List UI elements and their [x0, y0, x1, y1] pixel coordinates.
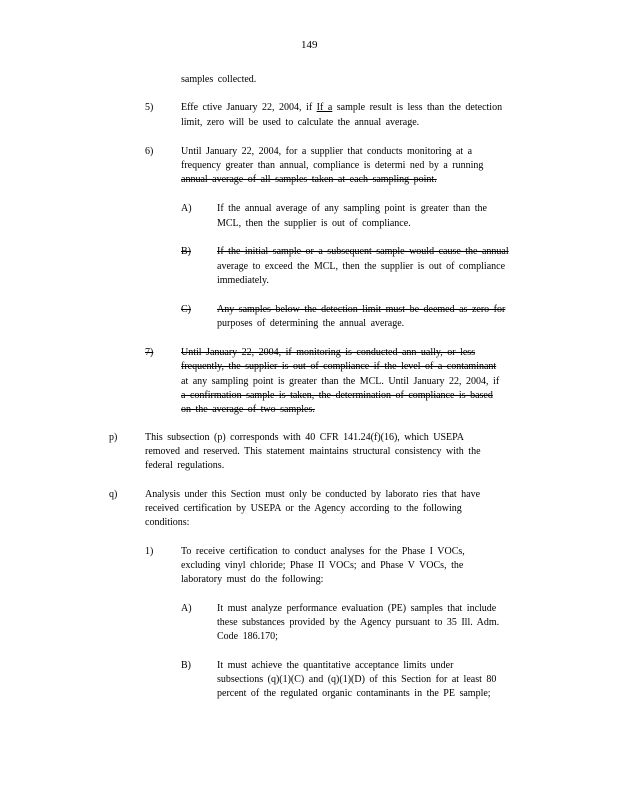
- text-line: purposes of determining the annual average.: [217, 318, 405, 329]
- text-line: federal regulations.: [145, 460, 225, 471]
- item-label-c: C): [181, 304, 191, 315]
- text-line: MCL, then the supplier is out of compliance.: [217, 218, 411, 229]
- struck-text-line: frequently, the supplier is out of compliance if the level of a contaminant: [181, 361, 497, 372]
- item-label-q: q): [109, 489, 118, 500]
- item-label-a: A): [181, 603, 192, 614]
- text-line: percent of the regulated organic contaminants in the PE sample;: [217, 688, 491, 699]
- item-label-5: 5): [145, 102, 154, 113]
- text-line: Until January 22, 2004, for a supplier that conducts monitoring at a: [181, 146, 473, 157]
- text-line: limit, zero will be used to calculate the annual average.: [181, 117, 420, 128]
- text-line: samples collected.: [181, 74, 257, 85]
- item-label-6: 6): [145, 146, 154, 157]
- text-line: It must achieve the quantitative acceptance limits under: [217, 660, 454, 671]
- text-line: Effe ctive January 22, 2004, if If a sample result is less than the detection: [181, 102, 503, 113]
- text-line: immediately.: [217, 275, 269, 286]
- item-label-b: B): [181, 660, 191, 671]
- struck-text-line: a confirmation sample is taken, the determination of compliance is based: [181, 390, 493, 401]
- struck-text-line: on the average of two samples.: [181, 404, 315, 415]
- text-line: received certification by USEPA or the Agency according to the following: [145, 503, 462, 514]
- page-number: 149: [301, 39, 318, 51]
- text-line: conditions:: [145, 517, 190, 528]
- struck-text-line: annual average of all samples taken at each sampling point.: [181, 174, 437, 185]
- text-line: To receive certification to conduct analyses for the Phase I VOCs,: [181, 546, 465, 557]
- item-label-1: 1): [145, 546, 154, 557]
- text-line: frequency greater than annual, compliance is determi ned by a running: [181, 160, 484, 171]
- item-label-a: A): [181, 203, 192, 214]
- item-label-p: p): [109, 432, 118, 443]
- item-label-b: B): [181, 246, 191, 257]
- text-line: Code 186.170;: [217, 631, 278, 642]
- item-label-7: 7): [145, 347, 154, 358]
- text-line: excluding vinyl chloride; Phase II VOCs; and Phase V VOCs, the: [181, 560, 464, 571]
- text-line: It must analyze performance evaluation (PE) samples that include: [217, 603, 497, 614]
- text-line: removed and reserved. This statement maintains structural consistency with the: [145, 446, 481, 457]
- text-line: at any sampling point is greater than the MCL. Until January 22, 2004, if: [181, 376, 500, 387]
- text-line: Analysis under this Section must only be conducted by laborato ries that have: [145, 489, 481, 500]
- text-line: If the annual average of any sampling point is greater than the: [217, 203, 487, 214]
- text-line: subsections (q)(1)(C) and (q)(1)(D) of this Section for at least 80: [217, 674, 497, 685]
- struck-text-line: Any samples below the detection limit must be deemed as zero for: [217, 304, 506, 315]
- text-line: This subsection (p) corresponds with 40 CFR 141.24(f)(16), which USEPA: [145, 432, 465, 443]
- struck-text-line: If the initial sample or a subsequent sample would cause the annual: [217, 246, 509, 257]
- text-line: laboratory must do the following:: [181, 574, 324, 585]
- struck-text-line: Until January 22, 2004, if monitoring is conducted ann ually, or less: [181, 347, 476, 358]
- text-line: average to exceed the MCL, then the supplier is out of compliance: [217, 261, 506, 272]
- text-line: these substances provided by the Agency pursuant to 35 Ill. Adm.: [217, 617, 500, 628]
